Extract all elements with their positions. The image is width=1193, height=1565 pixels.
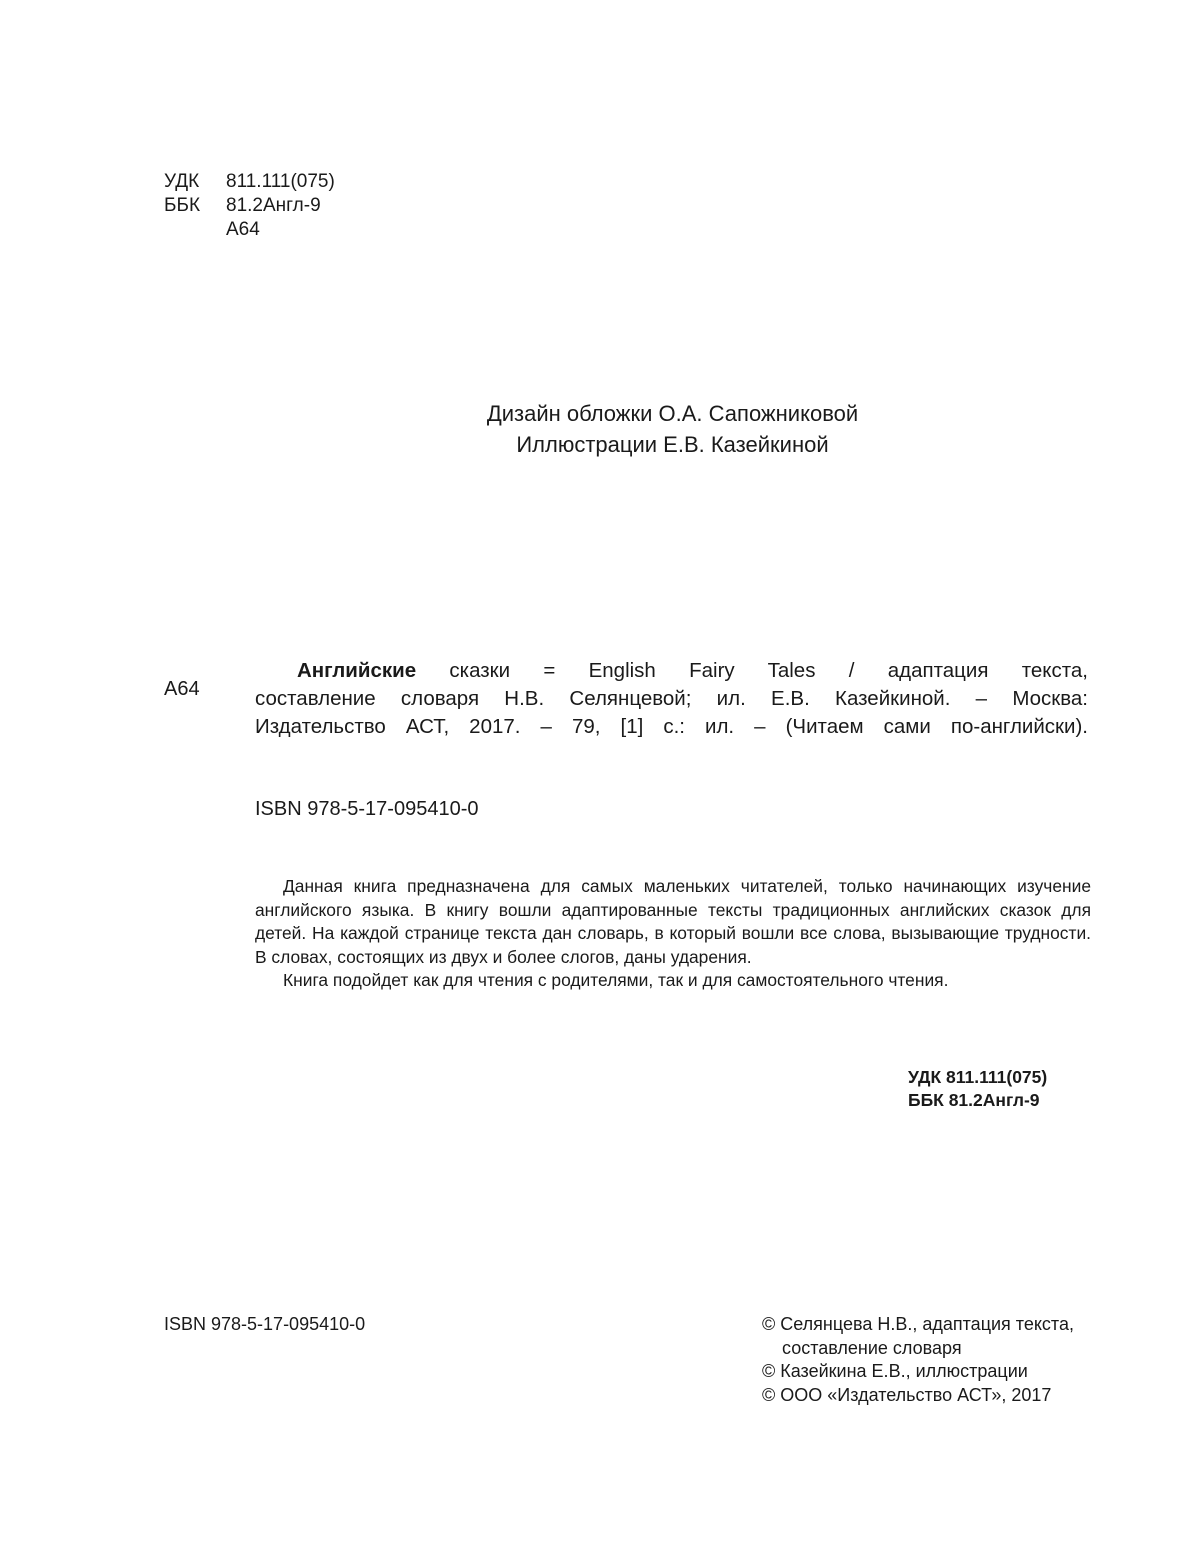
bibliography-line-3: Издательство АСТ, 2017. – 79, [1] с.: ил. – (Читаем сами по-английски). bbox=[255, 715, 1088, 738]
udk-key: УДК bbox=[164, 171, 200, 192]
bibliography-line-2: составление словаря Н.В. Селянцевой; ил. Е.В. Казейкиной. – Москва: bbox=[255, 687, 1088, 710]
isbn-main: ISBN 978-5-17-095410-0 bbox=[255, 798, 479, 820]
isbn-bottom: ISBN 978-5-17-095410-0 bbox=[164, 1314, 366, 1334]
bibliography-title-bold: Английские bbox=[297, 659, 417, 682]
bbk-key: ББК bbox=[164, 195, 201, 216]
bbk-bold: ББК 81.2Англ-9 bbox=[908, 1090, 1040, 1110]
copyrights bbox=[762, 1313, 1074, 1407]
illustrations-credit: Иллюстрации Е.В. Казейкиной bbox=[516, 432, 829, 457]
bbk-row bbox=[164, 194, 335, 218]
author-mark-top: А64 bbox=[226, 219, 260, 240]
bibliography-line-1 bbox=[255, 657, 1088, 685]
bibliography-entry bbox=[255, 657, 1088, 741]
copyright-adaptation-cont: составление словаря bbox=[782, 1337, 962, 1358]
annotation-paragraph-2: Книга подойдет как для чтения с родителями, так и для самостоятельного чтения. bbox=[283, 970, 949, 990]
copyright-adaptation: © Селянцева Н.В., адаптация текста, bbox=[762, 1314, 1074, 1334]
classification-top bbox=[164, 170, 335, 242]
classification-bold bbox=[908, 1066, 1047, 1112]
udk-row bbox=[164, 170, 335, 194]
annotation-paragraph-1: Данная книга предназначена для самых маленьких читателей, только начинающих изучение английского языка. В книгу вошли адаптированные тексты традиционных английских сказок для детей. На каждой странице текста дан словарь, в который вошли все слова, вызывающие трудности. В словах, состоящих из двух и более слогов, даны ударения. bbox=[255, 876, 1091, 967]
copyright-illustrations: © Казейкина Е.В., иллюстрации bbox=[762, 1361, 1028, 1381]
copyright-publisher: © ООО «Издательство АСТ», 2017 bbox=[762, 1384, 1052, 1405]
udk-bold: УДК 811.111(075) bbox=[908, 1067, 1048, 1087]
credits bbox=[400, 398, 945, 460]
bibliography-line-1-rest: сказки = English Fairy Tales / адаптация текста, bbox=[416, 659, 1088, 682]
cover-design-credit: Дизайн обложки О.А. Сапожниковой bbox=[486, 401, 859, 426]
annotation bbox=[255, 875, 1091, 993]
bbk-value: 81.2Англ-9 bbox=[226, 195, 321, 216]
udk-value: 811.111(075) bbox=[226, 171, 335, 192]
bibliography-author-mark: А64 bbox=[164, 678, 200, 700]
